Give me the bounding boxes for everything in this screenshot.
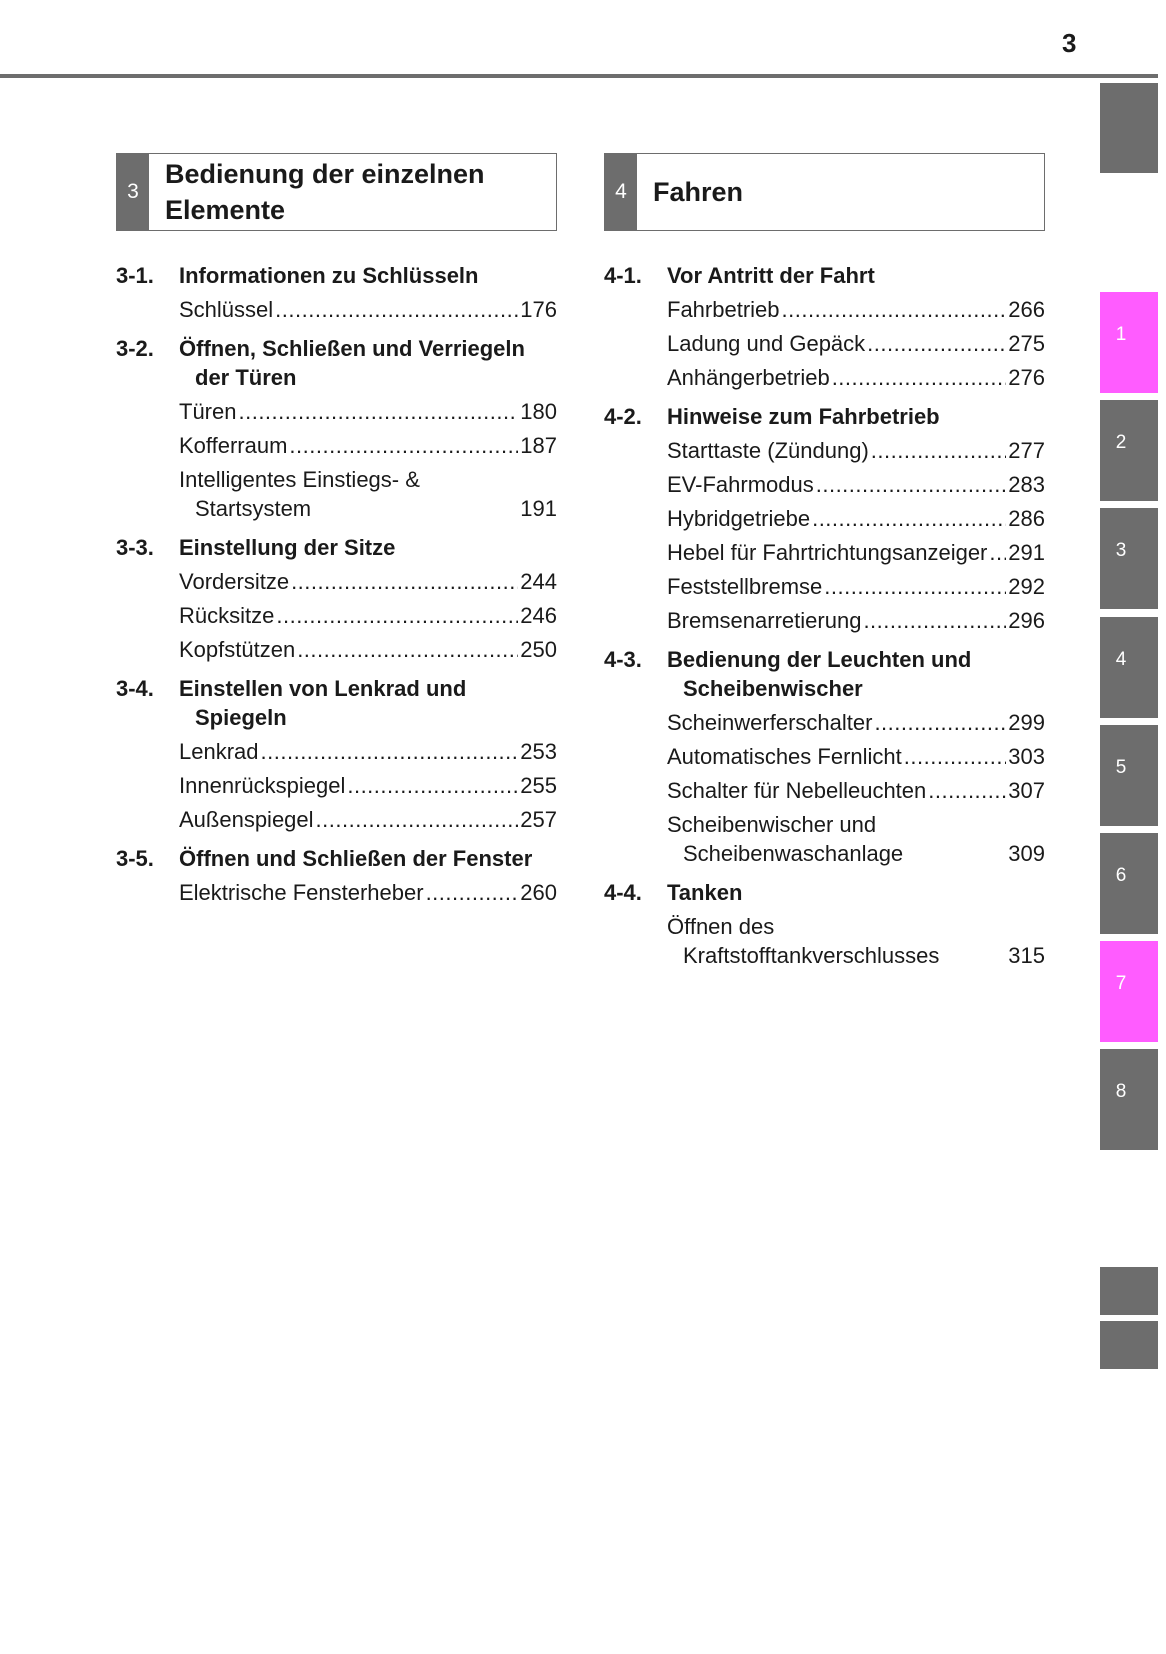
side-tab-3[interactable]: 3 (1100, 508, 1158, 609)
toc-entry-label: Intelligentes Einstiegs- & Startsystem (179, 467, 420, 521)
side-tab-8[interactable]: 8 (1100, 1049, 1158, 1150)
toc-section (116, 674, 557, 834)
dot-leader (275, 295, 518, 324)
toc-entry[interactable] (667, 810, 1045, 868)
side-tab-top[interactable] (1100, 83, 1158, 173)
section-title[interactable]: Vor Antritt der Fahrt (667, 263, 875, 288)
side-tab-bar (1100, 0, 1158, 1654)
toc-entry-label: Kopfstützen (179, 637, 296, 662)
toc-section (604, 402, 1045, 635)
toc-entry[interactable] (179, 771, 557, 800)
dot-leader (812, 504, 1006, 533)
section-title[interactable]: Einstellen von Lenkrad und Spiegeln (179, 676, 467, 730)
toc-entry-label: Türen (179, 399, 237, 424)
dot-leader (782, 295, 1007, 324)
toc-section (604, 645, 1045, 868)
side-tab-1[interactable]: 1 (1100, 292, 1158, 393)
section-title[interactable]: Bedienung der Leuchten und Scheibenwischer (667, 647, 972, 701)
dot-leader (863, 606, 1006, 635)
section-title[interactable]: Öffnen, Schließen und Verriegeln der Türen (179, 336, 525, 390)
toc-entry-page: 277 (1008, 438, 1045, 463)
side-tab-5[interactable]: 5 (1100, 725, 1158, 826)
side-tab-bottom-2[interactable] (1100, 1321, 1158, 1369)
toc-entry[interactable] (179, 397, 557, 426)
toc-entry-label: Bremsenarretierung (667, 608, 862, 633)
toc-section (116, 334, 557, 523)
chapter-title: Fahren (653, 177, 744, 207)
toc-entry-page: 250 (520, 637, 557, 662)
section-title[interactable]: Hinweise zum Fahrbetrieb (667, 404, 940, 429)
toc-entry-label: Ladung und Gepäck (667, 331, 866, 356)
toc-entry[interactable] (179, 431, 557, 460)
toc-entry-page: 187 (520, 433, 557, 458)
toc-entry[interactable] (667, 742, 1045, 771)
dot-leader (928, 776, 1006, 805)
section-code: 4-1. (604, 263, 642, 288)
dot-leader (297, 635, 518, 664)
toc-entry-page: 266 (1008, 297, 1045, 322)
dot-leader (989, 538, 1006, 567)
top-rule (0, 74, 1158, 78)
dot-leader (867, 329, 1006, 358)
section-code: 4-4. (604, 880, 642, 905)
chapter-number: 4 (605, 154, 637, 230)
toc-entry[interactable] (179, 805, 557, 834)
section-title[interactable]: Tanken (667, 880, 743, 905)
toc-entry-page: 244 (520, 569, 557, 594)
dot-leader (816, 470, 1007, 499)
toc-entry-page: 283 (1008, 472, 1045, 497)
toc-section (116, 261, 557, 324)
side-tab-7[interactable]: 7 (1100, 941, 1158, 1042)
toc-section (604, 878, 1045, 970)
dot-leader (426, 878, 519, 907)
toc-entry-page: 275 (1008, 331, 1045, 356)
toc-entry-page: 176 (520, 297, 557, 322)
toc-entry-label: Rücksitze (179, 603, 275, 628)
toc-entry-label: Öffnen des Kraftstofftankverschlusses (667, 914, 940, 968)
section-code: 3-4. (116, 676, 154, 701)
dot-leader (871, 436, 1007, 465)
toc-entry[interactable] (667, 708, 1045, 737)
dot-leader (261, 737, 519, 766)
toc-entry[interactable] (667, 363, 1045, 392)
dot-leader (276, 601, 518, 630)
toc-entry-label: Automatisches Fernlicht (667, 744, 902, 769)
toc-entry[interactable] (667, 776, 1045, 805)
side-tab-4[interactable]: 4 (1100, 617, 1158, 718)
side-tab-2[interactable]: 2 (1100, 400, 1158, 501)
toc-entry-page: 307 (1008, 778, 1045, 803)
section-title[interactable]: Einstellung der Sitze (179, 535, 396, 560)
toc-entry[interactable] (667, 572, 1045, 601)
toc-entry-label: Außenspiegel (179, 807, 314, 832)
toc-entry[interactable] (179, 465, 557, 523)
toc-entry-page: 286 (1008, 506, 1045, 531)
toc-entry-page: 260 (520, 880, 557, 905)
toc-entry-page: 309 (1008, 841, 1045, 866)
dot-leader (824, 572, 1006, 601)
toc-entry[interactable] (667, 470, 1045, 499)
toc-entry-page: 191 (520, 496, 557, 521)
toc-entry[interactable] (667, 436, 1045, 465)
toc-entry-page: 299 (1008, 710, 1045, 735)
section-code: 3-5. (116, 846, 154, 871)
toc-entry-page: 296 (1008, 608, 1045, 633)
dot-leader (238, 397, 518, 426)
chapter-header (116, 153, 557, 231)
toc-entry-label: EV-Fahrmodus (667, 472, 814, 497)
section-title[interactable]: Informationen zu Schlüsseln (179, 263, 479, 288)
toc-entry-page: 255 (520, 773, 557, 798)
toc-entry[interactable] (667, 295, 1045, 324)
toc-section (604, 261, 1045, 392)
toc-entry-label: Schalter für Nebelleuchten (667, 778, 927, 803)
dot-leader (347, 771, 518, 800)
toc-entry-page: 292 (1008, 574, 1045, 599)
toc-entry[interactable] (179, 878, 557, 907)
chapter-header (604, 153, 1045, 231)
side-tab-bottom-1[interactable] (1100, 1267, 1158, 1315)
toc-entry-page: 253 (520, 739, 557, 764)
chapter-title: Bedienung der einzelnen Elemente (165, 159, 485, 225)
toc-section (116, 533, 557, 664)
section-code: 3-2. (116, 336, 154, 361)
toc-entry-page: 257 (520, 807, 557, 832)
toc-entry[interactable] (179, 737, 557, 766)
section-title[interactable]: Öffnen und Schließen der Fenster (179, 846, 533, 871)
toc-entry[interactable] (179, 601, 557, 630)
toc-entry-page: 303 (1008, 744, 1045, 769)
section-code: 3-3. (116, 535, 154, 560)
section-code: 4-3. (604, 647, 642, 672)
toc-entry-label: Lenkrad (179, 739, 259, 764)
dot-leader (832, 363, 1007, 392)
toc-entry-page: 291 (1008, 540, 1045, 565)
toc-entry-page: 246 (520, 603, 557, 628)
dot-leader (316, 805, 519, 834)
chapter-4 (604, 153, 1045, 980)
toc-entry[interactable] (667, 912, 1045, 970)
toc-entry-label: Hybridgetriebe (667, 506, 811, 531)
toc-entry-label: Vordersitze (179, 569, 290, 594)
dot-leader (904, 742, 1007, 771)
toc-entry-label: Scheinwerferschalter (667, 710, 873, 735)
toc-entry-label: Kofferraum (179, 433, 288, 458)
toc-entry-label: Elektrische Fensterheber (179, 880, 424, 905)
toc-entry[interactable] (667, 329, 1045, 358)
toc-entry-label: Scheibenwischer und Scheibenwaschanlage (667, 812, 904, 866)
toc-entry-label: Hebel für Fahrtrichtungsanzeiger (667, 540, 988, 565)
toc-entry[interactable] (179, 635, 557, 664)
toc-entry-label: Starttaste (Zündung) (667, 438, 869, 463)
page-number: 3 (1062, 28, 1077, 58)
toc-entry[interactable] (179, 567, 557, 596)
toc-entry-label: Fahrbetrieb (667, 297, 780, 322)
section-code: 4-2. (604, 404, 642, 429)
toc-entry-label: Schlüssel (179, 297, 274, 322)
toc-entry-page: 180 (520, 399, 557, 424)
toc-entry[interactable] (667, 606, 1045, 635)
section-code: 3-1. (116, 263, 154, 288)
dot-leader (874, 708, 1006, 737)
dot-leader (291, 567, 518, 596)
chapter-3 (116, 153, 557, 917)
toc-entry[interactable] (667, 504, 1045, 533)
chapter-number: 3 (117, 154, 149, 230)
toc-section (116, 844, 557, 907)
toc-entry-label: Anhängerbetrieb (667, 365, 830, 390)
dot-leader (289, 431, 518, 460)
side-tab-6[interactable]: 6 (1100, 833, 1158, 934)
toc-entry[interactable] (667, 538, 1045, 567)
toc-entry-page: 276 (1008, 365, 1045, 390)
toc-entry-label: Feststellbremse (667, 574, 823, 599)
toc-entry[interactable] (179, 295, 557, 324)
toc-entry-page: 315 (1008, 943, 1045, 968)
toc-entry-label: Innenrückspiegel (179, 773, 346, 798)
